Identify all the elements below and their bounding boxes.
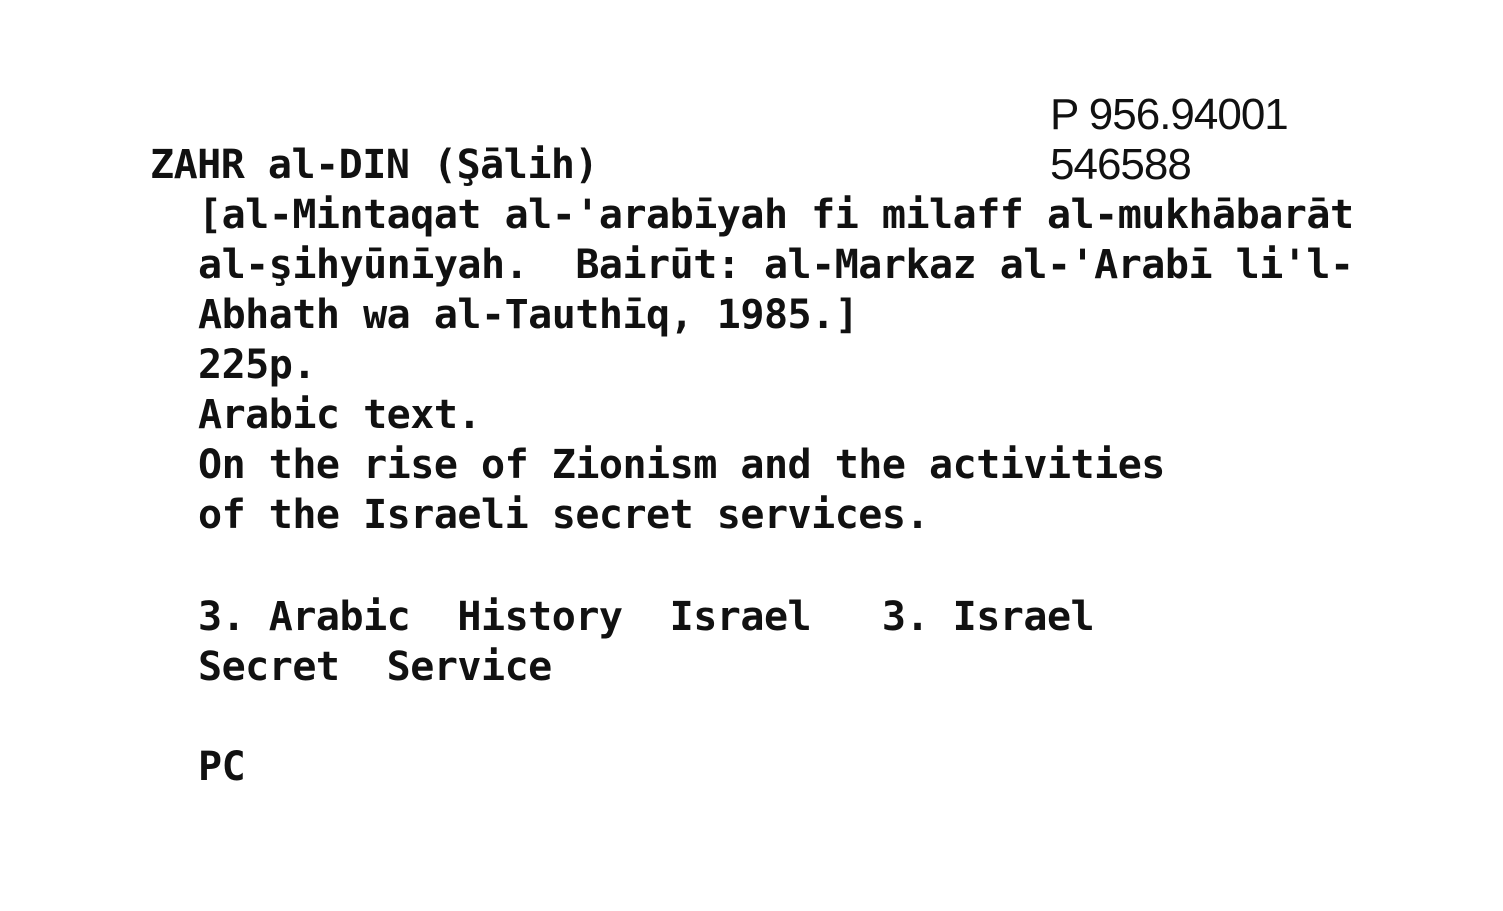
author-heading: ZAHR al-DIN (Şālih) [150, 142, 599, 188]
title-line-1: [al-Mintaqat al-'arabīyah fi milaff al-mukhābarāt [198, 192, 1354, 238]
accession-number: 546588 [1050, 140, 1191, 189]
title-line-2: al-şihyūnīyah. Bairūt: al-Markaz al-'Arabī li'l- [198, 242, 1354, 288]
call-number-classification: P 956.94001 [1050, 90, 1288, 139]
pagination: 225p. [198, 342, 316, 388]
language-note: Arabic text. [198, 392, 481, 438]
cataloger-initials: PC [198, 744, 246, 790]
summary-line-1: On the rise of Zionism and the activities [198, 442, 1165, 488]
subject-line-2: Secret Service [198, 644, 552, 690]
subject-line-1: 3. Arabic History Israel 3. Israel [198, 594, 1095, 640]
title-line-3: Abhath wa al-Tauthīq, 1985.] [198, 292, 859, 338]
summary-line-2: of the Israeli secret services. [198, 492, 930, 538]
